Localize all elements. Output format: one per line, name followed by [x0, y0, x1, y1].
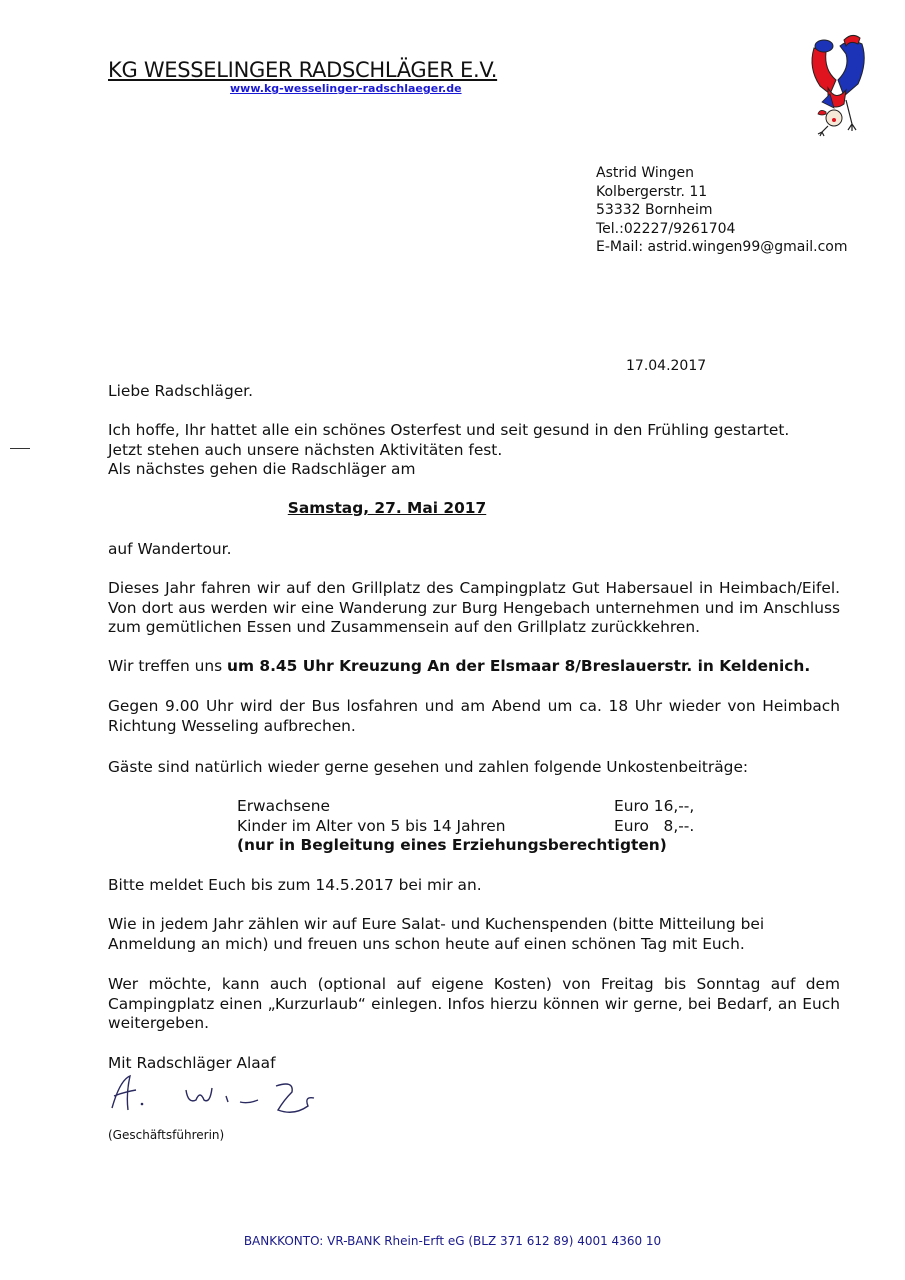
bus-paragraph: Gegen 9.00 Uhr wird der Bus losfahren und am Abend um ca. 18 Uhr wieder von Heimbach Richtung Wesseling aufbrechen.: [108, 697, 840, 735]
fee-note: (nur in Begleitung eines Erziehungsberechtigten): [237, 836, 667, 854]
optional-paragraph: Wer möchte, kann auch (optional auf eigene Kosten) von Freitag bis Sonntag auf dem Campingplatz einen „Kurzurlaub“ einlegen. Infos hierzu können wir gerne, bei Bedarf, an Euch weitergeben.: [108, 975, 840, 1032]
fee-amount: Euro 16,--,: [614, 797, 695, 815]
meeting-paragraph: [108, 657, 840, 677]
organization-name: KG WESSELINGER RADSCHLÄGER E.V.: [108, 58, 498, 82]
fee-label: Kinder im Alter von 5 bis 14 Jahren: [237, 817, 506, 835]
meeting-details: um 8.45 Uhr Kreuzung An der Elsmaar 8/Breslauerstr. in Keldenich.: [227, 657, 811, 675]
greeting: Liebe Radschläger.: [108, 382, 253, 400]
registration-paragraph: Bitte meldet Euch bis zum 14.5.2017 bei mir an.: [108, 876, 482, 894]
guests-paragraph: Gäste sind natürlich wieder gerne gesehen und zahlen folgende Unkostenbeiträge:: [108, 758, 749, 776]
bank-details-footer: BANKKONTO: VR-BANK Rhein-Erft eG (BLZ 371 612 89) 4001 4360 10: [243, 1234, 662, 1248]
website-link[interactable]: www.kg-wesselinger-radschlaeger.de: [230, 82, 462, 95]
sender-email: E-Mail: astrid.wingen99@gmail.com: [596, 239, 848, 255]
fold-mark: [10, 448, 30, 449]
fee-amount: Euro 8,--.: [614, 817, 695, 835]
clown-cartwheel-logo-icon: [800, 28, 880, 143]
event-type: auf Wandertour.: [108, 540, 232, 558]
intro-line-1: Ich hoffe, Ihr hattet alle ein schönes Osterfest und seit gesund in den Frühling gestartet.: [108, 421, 790, 439]
fee-label: Erwachsene: [237, 797, 330, 815]
closing: Mit Radschläger Alaaf: [108, 1054, 276, 1072]
sender-name: Astrid Wingen: [596, 165, 695, 181]
sender-city: 53332 Bornheim: [596, 202, 713, 218]
meeting-prefix: Wir treffen uns: [108, 657, 228, 675]
sender-phone: Tel.:02227/9261704: [596, 220, 736, 237]
sender-street: Kolbergerstr. 11: [596, 183, 708, 200]
intro-line-3: Als nächstes gehen die Radschläger am: [108, 460, 416, 478]
sender-address: [596, 164, 847, 257]
donations-paragraph: Wie in jedem Jahr zählen wir auf Eure Salat- und Kuchenspenden (bitte Mitteilung bei Anmeldung an mich) und freuen uns schon heute auf einen schönen Tag mit Euch.: [108, 915, 765, 953]
intro-line-2: Jetzt stehen auch unsere nächsten Aktivitäten fest.: [108, 441, 503, 459]
destination-paragraph: Dieses Jahr fahren wir auf den Grillplatz des Campingplatz Gut Habersauel in Heimbach/Eifel. Von dort aus werden wir eine Wanderung zur Burg Hengebach unternehmen und im Anschluss zum gemütlichen Essen und Zusammensein auf den Grillplatz zurückkehren.: [108, 579, 840, 636]
event-date: Samstag, 27. Mai 2017: [287, 499, 487, 517]
letter-date: 17.04.2017: [626, 358, 707, 374]
signer-role: (Geschäftsführerin): [108, 1128, 225, 1142]
handwritten-signature: [108, 1070, 328, 1120]
